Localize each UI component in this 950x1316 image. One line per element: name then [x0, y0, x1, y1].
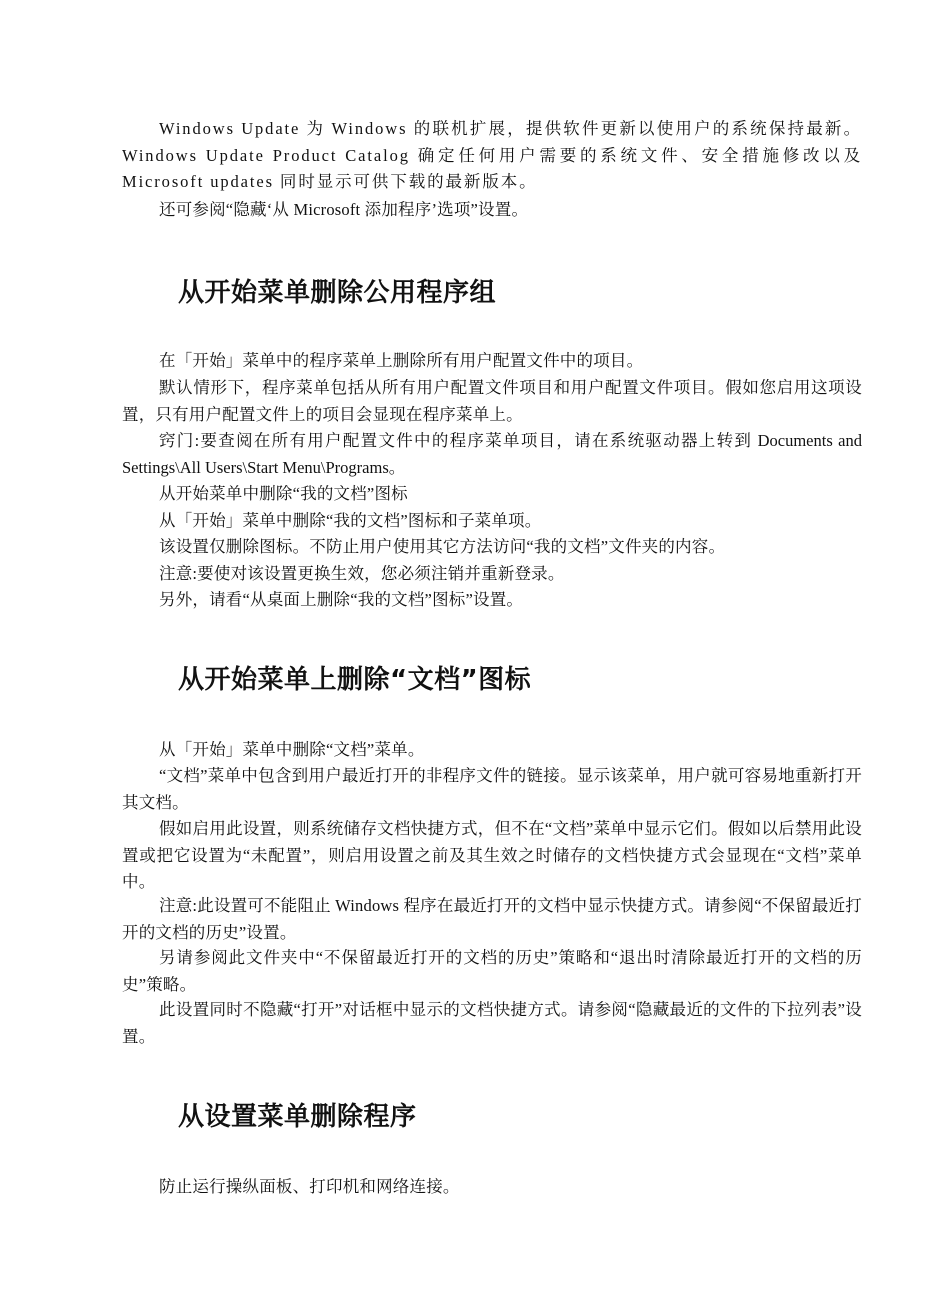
tip-paragraph: 窍门:要查阅在所有用户配置文件中的程序菜单项目，请在系统驱动器上转到 Documents and Settings\All Users\Start Menu\Programs。 — [122, 431, 862, 477]
body-paragraph: 该设置仅删除图标。不防止用户使用其它方法访问“我的文档”文件夹的内容。 — [159, 537, 726, 556]
body-paragraph: 在「开始」菜单中的程序菜单上删除所有用户配置文件中的项目。 — [159, 351, 644, 370]
windows-update-paragraph: Windows Update 为 Windows 的联机扩展，提供软件更新以使用户的系统保持最新。Windows Update Product Catalog 确定任何用户需要的系统文件、安全措施修改以及 Microsoft updates 同时显示可供下载的最新版本。 — [122, 119, 862, 191]
section-heading-remove-common-program-groups: 从开始菜单删除公用程序组 — [178, 278, 497, 308]
body-paragraph: 防止运行操纵面板、打印机和网络连接。 — [159, 1177, 460, 1196]
body-paragraph: 从「开始」菜单中删除“我的文档”图标和子菜单项。 — [159, 511, 542, 530]
note-paragraph: 注意:要使对该设置更换生效，您必须注销并重新登录。 — [159, 564, 565, 583]
see-also-paragraph: 另外，请看“从桌面上删除“我的文档”图标”设置。 — [159, 590, 524, 609]
body-paragraph: “文档”菜单中包含到用户最近打开的非程序文件的链接。显示该菜单，用户就可容易地重新打开其文档。 — [122, 766, 862, 812]
body-paragraph: 默认情形下，程序菜单包括从所有用户配置文件项目和用户配置文件项目。假如您启用这项设置，只有用户配置文件上的项目会显现在程序菜单上。 — [122, 378, 862, 424]
body-paragraph: 假如启用此设置，则系统储存文档快捷方式，但不在“文档”菜单中显示它们。假如以后禁用此设置或把它设置为“未配置”，则启用设置之前及其生效之时储存的文档快捷方式会显现在“文档”菜单中。 — [122, 819, 862, 891]
note-paragraph: 注意:此设置可不能阻止 Windows 程序在最近打开的文档中显示快捷方式。请参阅“不保留最近打开的文档的历史”设置。 — [122, 896, 862, 942]
see-also-paragraph: 还可参阅“隐藏‘从 Microsoft 添加程序’选项”设置。 — [159, 200, 529, 219]
body-paragraph: 从开始菜单中删除“我的文档”图标 — [159, 484, 408, 503]
section-heading-remove-documents-icon: 从开始菜单上删除“文档”图标 — [178, 665, 532, 695]
body-paragraph: 另请参阅此文件夹中“不保留最近打开的文档的历史”策略和“退出时清除最近打开的文档的历史”策略。 — [122, 948, 862, 994]
section-heading-remove-programs-from-settings: 从设置菜单删除程序 — [178, 1102, 417, 1132]
body-paragraph: 此设置同时不隐藏“打开”对话框中显示的文档快捷方式。请参阅“隐藏最近的文件的下拉列表”设置。 — [122, 1000, 862, 1046]
body-paragraph: 从「开始」菜单中删除“文档”菜单。 — [159, 740, 425, 759]
